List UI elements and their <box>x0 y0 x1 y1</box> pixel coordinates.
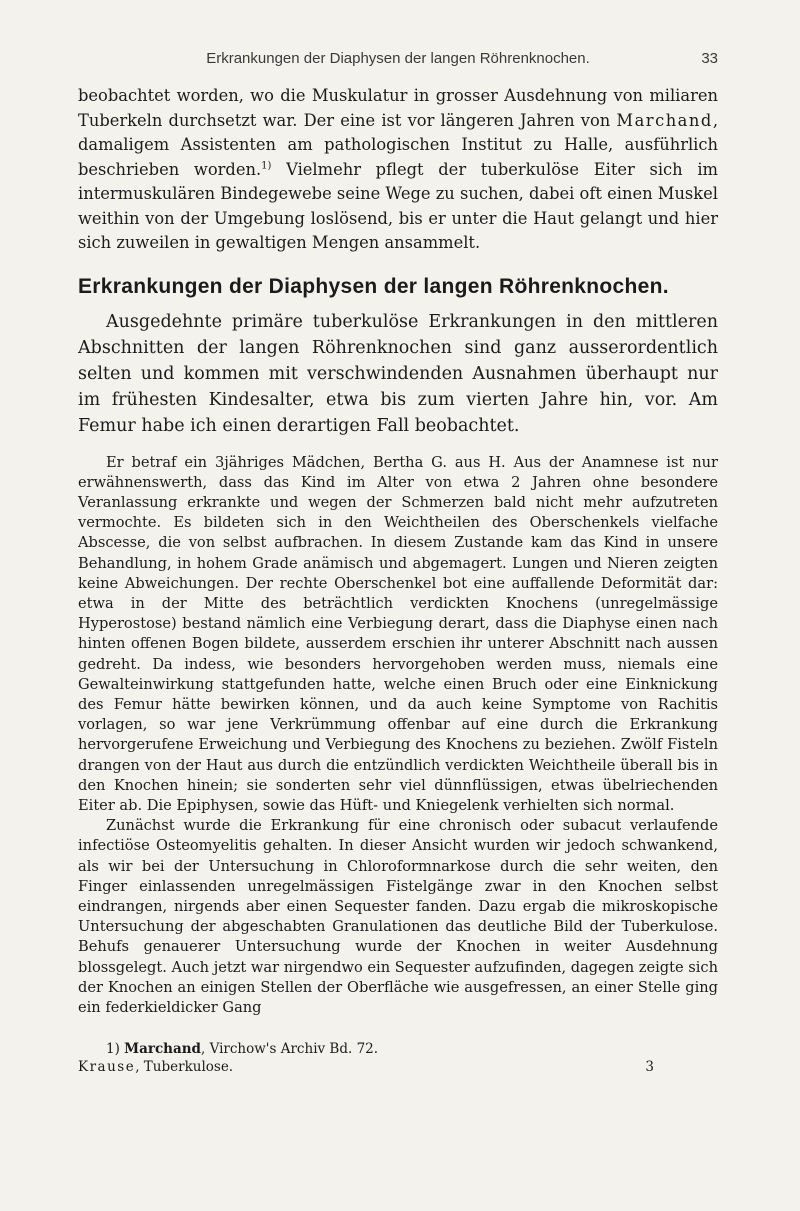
signature-author: Krause <box>78 1059 136 1076</box>
footnote-source: , Virchow's Archiv Bd. 72. <box>201 1041 379 1058</box>
printer-signature-line <box>78 1058 718 1076</box>
author-name-marchand: Marchand <box>616 110 713 130</box>
intro-paragraph <box>78 84 718 256</box>
intro-text <box>78 84 718 256</box>
running-head-title: Erkrankungen der Diaphysen der langen Röhrenknochen. <box>206 50 590 67</box>
footnote-reference[interactable]: 1) <box>261 160 272 172</box>
signature-title: , Tuberkulose. <box>135 1059 234 1076</box>
case-paragraph-1: Er betraf ein 3jähriges Mädchen, Bertha G. aus H. Aus der Anamnese ist nur erwähnenswerth, dass das Kind im Alter von etwa 2 Jahren ohne besondere Veranlassung erkrankte und wegen der Schmerzen bald nicht mehr aufzutreten vermochte. Es bildeten sich in den Weichtheilen des Oberschenkels vielfache Abscesse, die von selbst aufbrachen. In diesem Zustande kam das Kind in unsere Behandlung, in hohem Grade anämisch und abgemagert. Lungen und Nieren zeigten keine Abweichungen. Der rechte Oberschenkel bot eine auffallende Deformität dar: etwa in der Mitte des beträchtlich verdickten Knochens (unregelmässige Hyperostose) bestand nämlich eine Verbiegung derart, dass die Diaphyse einen nach hinten offenen Bogen bildete, ausserdem erschien ihr unterer Abschnitt nach aussen gedreht. Da indess, wie besonders hervorgehoben werden muss, niemals eine Gewalteinwirkung stattgefunden hatte, welche einen Bruch oder eine Einknickung des Femur hätte bewirken können, und da auch keine Symptome von Rachitis vorlagen, so war jene Verkrümmung offenbar auf eine durch die Erkrankung hervorgerufene Erweichung und Verbiegung des Knochens zu beziehen. Zwölf Fisteln drangen von der Haut aus durch die entzündlich verdickten Weichtheile überall bis in den Knochen hinein; sie sonderten sehr viel dünnflüssigen, etwas übelriechenden Eiter ab. Die Epiphysen, sowie das Hüft- und Kniegelenk verhielten sich normal. <box>78 453 718 814</box>
footnotes <box>78 1040 718 1076</box>
intro-text-part1: beobachtet worden, wo die Muskulatur in grosser Ausdehnung von miliaren Tuberkeln durchsetzt war. Der eine ist vor längeren Jahren von <box>78 86 718 130</box>
book-page <box>78 50 718 1076</box>
intro-text-part2: , damaligem Assistenten am pathologischen Institut zu Halle, ausführlich beschrieben worden. <box>78 110 718 179</box>
signature-mark <box>78 1058 233 1076</box>
page-number: 33 <box>701 50 718 67</box>
footnote-author: Marchand <box>124 1041 201 1058</box>
intro-text-part3: Vielmehr pflegt der tuberkulöse Eiter sich im intermuskulären Bindegewebe seine Wege zu suchen, dabei oft einen Muskel weithin von der Umgebung loslösend, bis er unter die Haut gelangt und hier sich zuweilen in gewaltigen Mengen ansammelt. <box>78 159 718 252</box>
case-report <box>78 453 718 1019</box>
sheet-number: 3 <box>645 1059 654 1076</box>
running-head <box>78 50 718 74</box>
section-heading: Erkrankungen der Diaphysen der langen Röhrenknochen. <box>78 274 669 298</box>
lead-text: Ausgedehnte primäre tuberkulöse Erkrankungen in den mittleren Abschnitten der langen Röhrenknochen sind ganz ausserordentlich selten und kommen mit verschwindenden Ausnahmen überhaupt nur im frühesten Kindesalter, etwa bis zum vierten Jahre hin, vor. Am Femur habe ich einen derartigen Fall beobachtet. <box>78 311 718 436</box>
case-paragraph-2: Zunächst wurde die Erkrankung für eine chronisch oder subacut verlaufende infectiöse Osteomyelitis gehalten. In dieser Ansicht wurden wir jedoch schwankend, als wir bei der Untersuchung in Chloroformnarkose durch die sehr weiten, den Finger einlassenden unregelmässigen Fistelgänge zwar in den Knochen selbst eindrangen, nirgends aber einen Sequester fanden. Dazu ergab die mikroskopische Untersuchung der abgeschabten Granulationen das deutliche Bild der Tuberkulose. Behufs genauerer Untersuchung wurde der Knochen in weiter Ausdehnung blossgelegt. Auch jetzt war nirgendwo ein Sequester aufzufinden, dagegen zeigte sich der Knochen an einigen Stellen der Oberfläche wie ausgefressen, an einer Stelle ging ein federkieldicker Gang <box>78 817 718 1016</box>
footnote-1 <box>78 1040 718 1058</box>
lead-paragraph <box>78 309 718 439</box>
footnote-marker: 1) <box>106 1041 120 1058</box>
